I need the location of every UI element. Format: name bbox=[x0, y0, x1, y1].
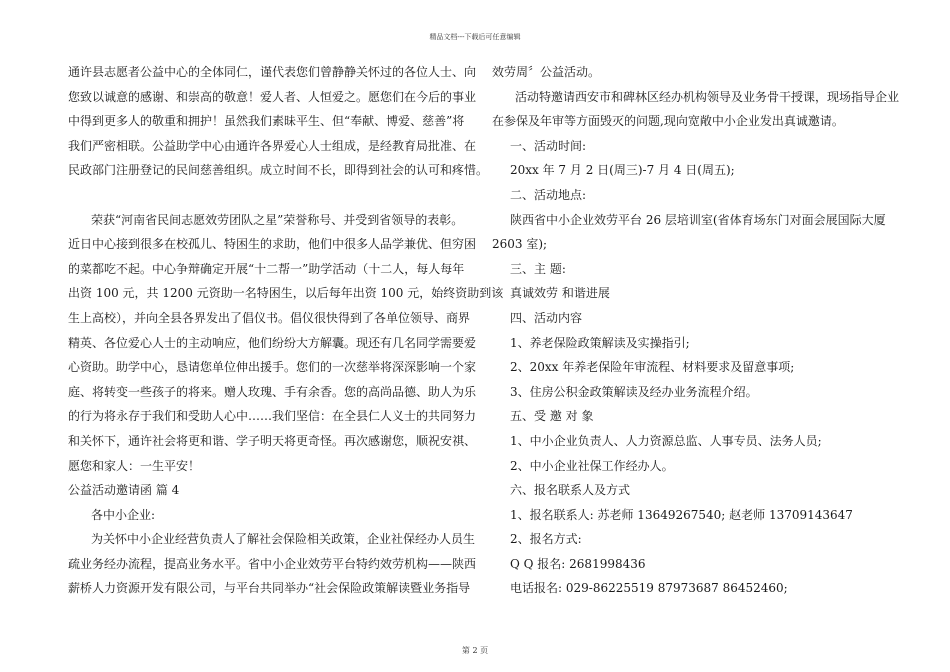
text-line: 我们严密相联。公益助学中心由通许各界爱心人士组成，是经教育局批准、在 bbox=[68, 138, 477, 153]
text-line: 荣获“河南省民间志愿效劳团队之星”荣誉称号、并受到省领导的表彰。 bbox=[91, 212, 464, 227]
blank-line bbox=[68, 183, 468, 208]
text-line: 20xx 年 7 月 2 日(周三)-7 月 4 日(周五); bbox=[510, 163, 735, 178]
text-line: 和关怀下，通许社会将更和谐、学子明天将更奇怪。再次感谢您，顺祝安祺、 bbox=[68, 433, 477, 448]
left-column bbox=[68, 60, 504, 601]
section-heading: 一、活动时间: bbox=[510, 138, 587, 153]
right-column bbox=[492, 60, 900, 601]
text-line: 疏业务经办流程，提高业务水平。省中小企业效劳平台特约效劳机构——陕西 bbox=[68, 556, 477, 571]
text-line: 您致以诚意的感谢、和崇高的敬意！爱人者、人恒爱之。愿您们在今后的事业 bbox=[68, 89, 477, 104]
section-heading: 六、报名联系人及方式 bbox=[510, 483, 631, 498]
section-heading: 三、主 题: bbox=[510, 261, 566, 276]
text-line: 2603 室); bbox=[492, 237, 548, 252]
text-line: 生上高校），并向全县各界发出了倡仪书。倡仪很快得到了各单位领导、商界 bbox=[68, 310, 471, 325]
list-item: 2、中小企业社保工作经办人。 bbox=[510, 458, 674, 473]
list-item: 1、报名联系人: 苏老师 13649267540; 赵老师 13709143647 bbox=[510, 507, 853, 522]
section-heading: 二、活动地点: bbox=[510, 187, 587, 202]
text-line: 的行为将永存于我们和受助人心中……我们坚信：在全县仁人义士的共同努力 bbox=[68, 409, 477, 424]
text-line: 心资助。助学中心，恳请您单位伸出援手。您们的一次慈举将深深影响一个家 bbox=[68, 360, 477, 375]
section-heading: 公益活动邀请函 篇 4 bbox=[68, 483, 180, 498]
text-line: 庭、将转变一些孩子的将来。赠人玫瑰、手有余香。您的高尚品德、助人为乐 bbox=[68, 384, 477, 399]
section-heading: 五、受 邀 对 象 bbox=[510, 409, 594, 424]
page-number: 第 2 页 bbox=[461, 646, 489, 655]
text-line: 薪桥人力资源开发有限公司，与平台共同举办“社会保险政策解读暨业务指导 bbox=[68, 581, 471, 596]
section-heading: 四、活动内容 bbox=[510, 310, 583, 325]
text-line: 效劳周〞公益活动。 bbox=[492, 65, 601, 79]
list-item: 1、养老保险政策解读及实操指引; bbox=[510, 335, 690, 350]
list-item: 1、中小企业负责人、人力资源总监、人事专员、法务人员; bbox=[510, 433, 822, 448]
salutation: 各中小企业: bbox=[91, 507, 156, 522]
list-item: 3、住房公积金政策解读及经办业务流程介绍。 bbox=[510, 384, 758, 399]
text-line: 愿您和家人：一生平安！ bbox=[68, 458, 201, 473]
text-line: 通许县志愿者公益中心的全体同仁，谨代表您们曾静静关怀过的各位人士、向 bbox=[68, 65, 477, 79]
page-header: 精品文档---下载后可任意编辑 bbox=[429, 33, 521, 41]
text-line: 为关怀中小企业经营负责人了解社会保险相关政策，企业社保经办人员生 bbox=[91, 532, 476, 547]
list-item: 电话报名: 029-86225519 87973687 86452460; bbox=[510, 581, 788, 596]
list-item: Q Q 报名: 2681998436 bbox=[510, 556, 646, 571]
text-line: 在参保及年审等方面毁灭的问题,现向宽敞中小企业发出真诚邀请。 bbox=[492, 114, 844, 129]
text-line: 出资 100 元，共 1200 元资助一名特困生，以后每年出资 100 元，始终资助到该 bbox=[68, 286, 504, 301]
text-line: 精英、各位爱心人士的主动响应，他们纷纷大方解囊。现还有几名同学需要爱 bbox=[68, 335, 477, 350]
text-line: 的菜都吃不起。中心争辩确定开展“十二帮一”助学活动（十二人，每人每年 bbox=[68, 261, 465, 276]
list-item: 2、20xx 年养老保险年审流程、材料要求及留意事项; bbox=[510, 360, 795, 375]
text-line: 真诚效劳 和谐进展 bbox=[510, 286, 610, 301]
text-line: 陕西省中小企业效劳平台 26 层培训室(省体育场东门对面会展国际大厦 bbox=[510, 212, 886, 227]
text-line: 中得到更多人的敬重和拥护！虽然我们素昧平生、但“奉献、博爱、慈善”将 bbox=[68, 114, 465, 129]
text-line: 活动特邀请西安市和碑林区经办机构领导及业务骨干授课，现场指导企业 bbox=[515, 89, 900, 104]
text-line: 近日中心接到很多在校孤儿、特困生的求助，他们中很多人品学兼优、但穷困 bbox=[68, 237, 477, 252]
text-line: 民政部门注册登记的民间慈善组织。成立时间不长，即得到社会的认可和疼惜。 bbox=[68, 163, 489, 178]
list-item: 2、报名方式: bbox=[510, 532, 582, 547]
